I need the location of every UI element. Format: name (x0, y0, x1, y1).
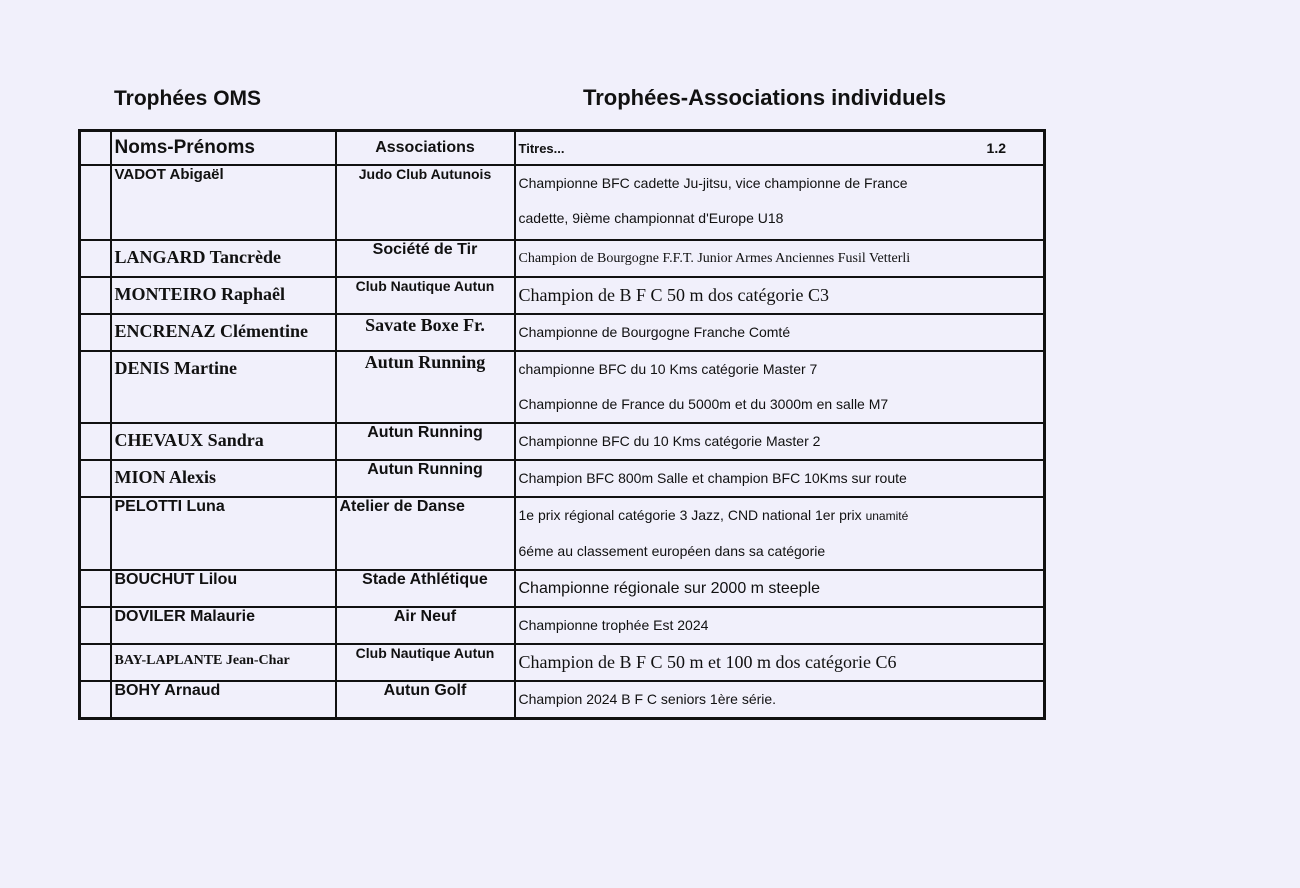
name-cell: DENIS Martine (111, 351, 336, 423)
index-cell (80, 240, 111, 277)
titles-cell (515, 644, 1045, 681)
titles-cell (515, 277, 1045, 314)
title-tail-text: unamité (865, 509, 909, 523)
association-cell: Autun Running (336, 460, 515, 497)
table-row (80, 570, 1045, 607)
association-cell: Club Nautique Autun (336, 277, 515, 314)
title-line: Champion de B F C 50 m et 100 m dos catégorie C6 (518, 652, 897, 672)
association-cell: Club Nautique Autun (336, 644, 515, 681)
page-title-right: Trophées-Associations individuels (583, 85, 947, 110)
titles-cell (515, 240, 1045, 277)
page-reference: 1.2 (986, 140, 1006, 156)
titles-cell (515, 423, 1045, 460)
name-cell: BAY-LAPLANTE Jean-Char (111, 644, 336, 681)
title-line: 6éme au classement européen dans sa catégorie (518, 543, 826, 559)
index-cell (80, 681, 111, 719)
name-cell: PELOTTI Luna (111, 497, 336, 570)
titles-cell (515, 165, 1045, 240)
name-cell: BOUCHUT Lilou (111, 570, 336, 607)
title-line (519, 498, 1041, 534)
title-line: Championne de France du 5000m et du 3000m en salle M7 (518, 396, 889, 412)
trophies-table (78, 129, 1046, 720)
table-row (80, 497, 1045, 570)
table-row (80, 240, 1045, 277)
association-cell: Société de Tir (336, 240, 515, 277)
table-row (80, 423, 1045, 460)
association-cell: Autun Running (336, 423, 515, 460)
index-cell (80, 607, 111, 644)
titles-cell (515, 314, 1045, 351)
name-cell: CHEVAUX Sandra (111, 423, 336, 460)
name-cell: DOVILER Malaurie (111, 607, 336, 644)
index-cell (80, 351, 111, 423)
title-line: Champion de Bourgogne F.F.T. Junior Armes Anciennes Fusil Vetterli (518, 251, 911, 266)
table-row (80, 165, 1045, 240)
title-line: Championne régionale sur 2000 m steeple (518, 580, 821, 597)
association-cell: Autun Golf (336, 681, 515, 719)
column-header-titles-cell (515, 131, 1045, 166)
title-line: Champion 2024 B F C seniors 1ère série. (518, 691, 777, 707)
titles-cell (515, 681, 1045, 719)
association-cell: Savate Boxe Fr. (336, 314, 515, 351)
title-line: Championne BFC cadette Ju-jitsu, vice championne de France (518, 175, 908, 191)
column-header-name: Noms-Prénoms (111, 131, 336, 166)
titles-cell (515, 460, 1045, 497)
name-cell: VADOT Abigaël (111, 165, 336, 240)
index-cell (80, 460, 111, 497)
table-row (80, 607, 1045, 644)
table-row (80, 314, 1045, 351)
column-header-association: Associations (336, 131, 515, 166)
index-header-cell (80, 131, 111, 166)
table-header-row (80, 131, 1045, 166)
page-title-left: Trophées OMS (114, 87, 262, 110)
name-cell: ENCRENAZ Clémentine (111, 314, 336, 351)
titles-cell (515, 351, 1045, 423)
index-cell (80, 314, 111, 351)
index-cell (80, 644, 111, 681)
name-cell: BOHY Arnaud (111, 681, 336, 719)
table-row (80, 351, 1045, 423)
title-line: Championne trophée Est 2024 (518, 617, 709, 633)
titles-cell (515, 607, 1045, 644)
table-row (80, 277, 1045, 314)
index-cell (80, 570, 111, 607)
title-line: championne BFC du 10 Kms catégorie Master 7 (518, 361, 818, 377)
name-cell: MION Alexis (111, 460, 336, 497)
title-line: Championne BFC du 10 Kms catégorie Master 2 (518, 433, 821, 449)
table-row (80, 644, 1045, 681)
name-cell: MONTEIRO Raphaêl (111, 277, 336, 314)
title-line: Championne de Bourgogne Franche Comté (518, 324, 791, 340)
index-cell (80, 497, 111, 570)
column-header-titles: Titres... (518, 140, 565, 156)
title-main-text: 1e prix régional catégorie 3 Jazz, CND national 1er prix (518, 507, 862, 523)
title-line: Champion BFC 800m Salle et champion BFC 10Kms sur route (518, 470, 907, 486)
title-line: Champion de B F C 50 m dos catégorie C3 (518, 285, 829, 305)
table-row (80, 681, 1045, 719)
association-cell: Atelier de Danse (336, 497, 515, 570)
title-line: cadette, 9ième championnat d'Europe U18 (518, 210, 784, 226)
titles-cell (515, 497, 1045, 570)
titles-cell (515, 570, 1045, 607)
association-cell: Air Neuf (336, 607, 515, 644)
table-row (80, 460, 1045, 497)
index-cell (80, 423, 111, 460)
index-cell (80, 277, 111, 314)
index-cell (80, 165, 111, 240)
association-cell: Judo Club Autunois (336, 165, 515, 240)
association-cell: Stade Athlétique (336, 570, 515, 607)
name-cell: LANGARD Tancrède (111, 240, 336, 277)
association-cell: Autun Running (336, 351, 515, 423)
